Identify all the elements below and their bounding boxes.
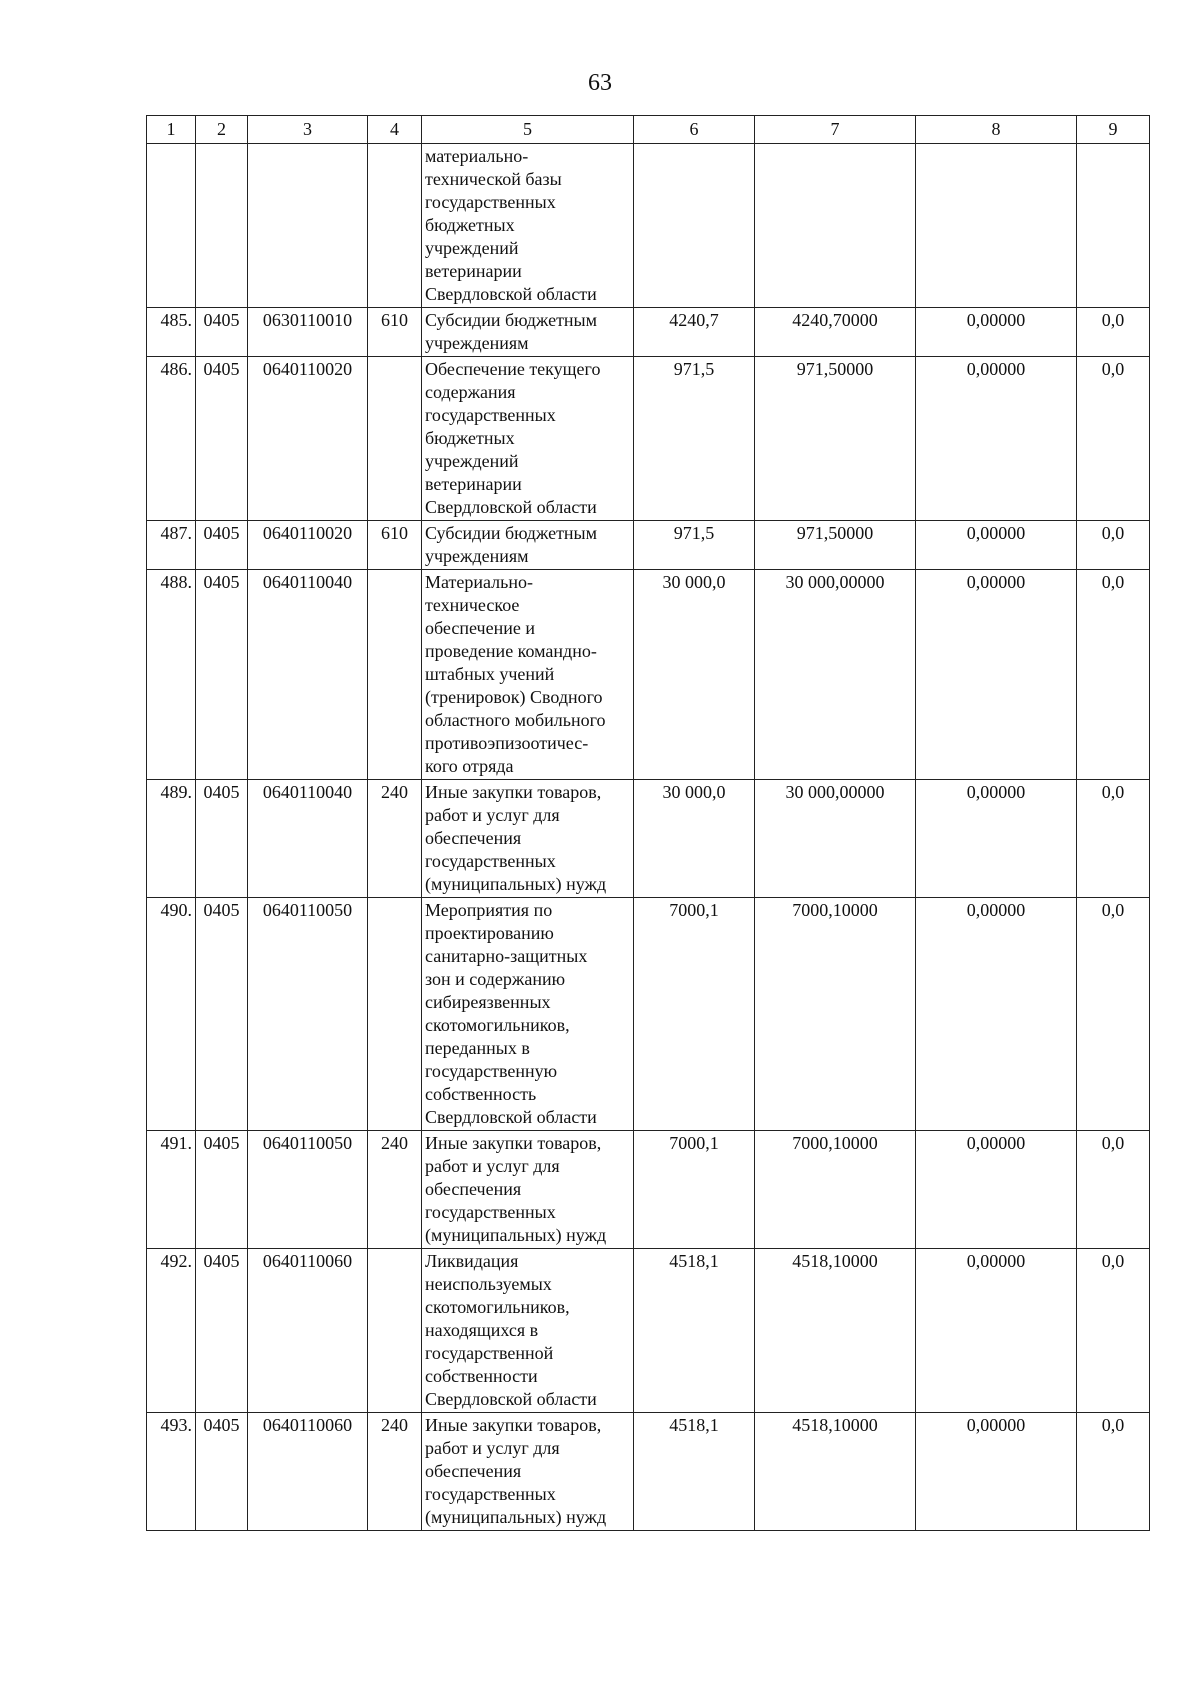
table-row xyxy=(147,1131,1150,1249)
description-line: областного мобильного xyxy=(425,710,606,730)
description-line: государственных xyxy=(425,1202,556,1222)
target-code-cell: 0640110050 xyxy=(248,1131,368,1249)
amount-difference-cell: 0,00000 xyxy=(916,780,1077,898)
row-number-cell xyxy=(147,144,196,308)
description-cell xyxy=(422,1249,634,1413)
description-line: санитарно-защитных xyxy=(425,946,588,966)
description-line: работ и услуг для xyxy=(425,1438,560,1458)
section-code-cell: 0405 xyxy=(196,780,248,898)
description-line: бюджетных xyxy=(425,428,515,448)
description-line: государственных xyxy=(425,405,556,425)
amount-planned-cell: 971,5 xyxy=(634,521,755,570)
section-code-cell: 0405 xyxy=(196,308,248,357)
expense-type-cell xyxy=(368,144,422,308)
percent-cell: 0,0 xyxy=(1077,1249,1150,1413)
description-line: бюджетных xyxy=(425,215,515,235)
amount-difference-cell xyxy=(916,144,1077,308)
column-header: 4 xyxy=(368,116,422,144)
description-line: ветеринарии xyxy=(425,261,522,281)
table-row xyxy=(147,144,1150,308)
description-line: учреждений xyxy=(425,451,519,471)
section-code-cell: 0405 xyxy=(196,357,248,521)
amount-difference-cell: 0,00000 xyxy=(916,1249,1077,1413)
section-code-cell: 0405 xyxy=(196,898,248,1131)
amount-executed-cell: 971,50000 xyxy=(755,521,916,570)
description-line: Иные закупки товаров, xyxy=(425,1133,602,1153)
amount-executed-cell: 4518,10000 xyxy=(755,1249,916,1413)
amount-executed-cell: 971,50000 xyxy=(755,357,916,521)
description-line: обеспечение и xyxy=(425,618,535,638)
description-line: обеспечения xyxy=(425,1461,522,1481)
table-body xyxy=(147,144,1150,1531)
amount-planned-cell: 7000,1 xyxy=(634,1131,755,1249)
description-line: (муниципальных) нужд xyxy=(425,1225,607,1245)
amount-difference-cell: 0,00000 xyxy=(916,308,1077,357)
description-line: Материально- xyxy=(425,572,533,592)
amount-difference-cell: 0,00000 xyxy=(916,570,1077,780)
expense-type-cell xyxy=(368,570,422,780)
section-code-cell xyxy=(196,144,248,308)
section-code-cell: 0405 xyxy=(196,521,248,570)
description-cell xyxy=(422,144,634,308)
description-line: Субсидии бюджетным xyxy=(425,523,598,543)
target-code-cell: 0640110040 xyxy=(248,570,368,780)
amount-planned-cell: 30 000,0 xyxy=(634,570,755,780)
description-line: Мероприятия по xyxy=(425,900,553,920)
description-line: переданных в xyxy=(425,1038,530,1058)
amount-difference-cell: 0,00000 xyxy=(916,898,1077,1131)
description-line: содержания xyxy=(425,382,516,402)
expense-type-cell xyxy=(368,898,422,1131)
percent-cell: 0,0 xyxy=(1077,308,1150,357)
percent-cell: 0,0 xyxy=(1077,357,1150,521)
description-line: проведение командно- xyxy=(425,641,597,661)
column-header: 9 xyxy=(1077,116,1150,144)
description-line: находящихся в xyxy=(425,1320,539,1340)
description-line: государственных xyxy=(425,851,556,871)
amount-executed-cell: 7000,10000 xyxy=(755,898,916,1131)
row-number-cell: 488. xyxy=(147,570,196,780)
amount-planned-cell: 4518,1 xyxy=(634,1249,755,1413)
row-number-cell: 490. xyxy=(147,898,196,1131)
description-line: Иные закупки товаров, xyxy=(425,782,602,802)
description-line: учреждениям xyxy=(425,333,529,353)
page-number: 63 xyxy=(588,70,612,96)
description-line: технической базы xyxy=(425,169,562,189)
amount-executed-cell: 30 000,00000 xyxy=(755,780,916,898)
description-cell xyxy=(422,570,634,780)
amount-planned-cell xyxy=(634,144,755,308)
table-row xyxy=(147,570,1150,780)
description-cell xyxy=(422,308,634,357)
target-code-cell: 0640110050 xyxy=(248,898,368,1131)
row-number-cell: 489. xyxy=(147,780,196,898)
table-row xyxy=(147,898,1150,1131)
description-line: обеспечения xyxy=(425,828,522,848)
description-cell xyxy=(422,898,634,1131)
column-header: 1 xyxy=(147,116,196,144)
percent-cell: 0,0 xyxy=(1077,780,1150,898)
row-number-cell: 487. xyxy=(147,521,196,570)
description-line: Субсидии бюджетным xyxy=(425,310,598,330)
description-line: собственности xyxy=(425,1366,538,1386)
description-cell xyxy=(422,1131,634,1249)
amount-planned-cell: 30 000,0 xyxy=(634,780,755,898)
description-line: скотомогильников, xyxy=(425,1015,570,1035)
description-line: штабных учений xyxy=(425,664,555,684)
amount-executed-cell: 30 000,00000 xyxy=(755,570,916,780)
description-line: Ликвидация xyxy=(425,1251,519,1271)
table-row xyxy=(147,1249,1150,1413)
section-code-cell: 0405 xyxy=(196,570,248,780)
description-line: проектированию xyxy=(425,923,554,943)
section-code-cell: 0405 xyxy=(196,1249,248,1413)
description-line: Свердловской области xyxy=(425,1389,597,1409)
column-header: 2 xyxy=(196,116,248,144)
target-code-cell: 0640110020 xyxy=(248,357,368,521)
amount-executed-cell xyxy=(755,144,916,308)
description-line: обеспечения xyxy=(425,1179,522,1199)
row-number-cell: 493. xyxy=(147,1413,196,1531)
description-line: работ и услуг для xyxy=(425,1156,560,1176)
percent-cell: 0,0 xyxy=(1077,570,1150,780)
amount-difference-cell: 0,00000 xyxy=(916,1131,1077,1249)
table-row xyxy=(147,308,1150,357)
description-line: собственность xyxy=(425,1084,537,1104)
amount-planned-cell: 4240,7 xyxy=(634,308,755,357)
description-line: ветеринарии xyxy=(425,474,522,494)
description-line: Иные закупки товаров, xyxy=(425,1415,602,1435)
description-line: Свердловской области xyxy=(425,284,597,304)
description-line: государственную xyxy=(425,1061,558,1081)
description-line: материально- xyxy=(425,146,529,166)
amount-executed-cell: 4518,10000 xyxy=(755,1413,916,1531)
description-cell xyxy=(422,780,634,898)
description-line: учреждениям xyxy=(425,546,529,566)
budget-table xyxy=(146,115,1150,1531)
amount-planned-cell: 7000,1 xyxy=(634,898,755,1131)
table-row xyxy=(147,1413,1150,1531)
row-number-cell: 492. xyxy=(147,1249,196,1413)
description-line: учреждений xyxy=(425,238,519,258)
table-row xyxy=(147,357,1150,521)
expense-type-cell: 610 xyxy=(368,308,422,357)
amount-difference-cell: 0,00000 xyxy=(916,357,1077,521)
expense-type-cell: 240 xyxy=(368,1413,422,1531)
description-line: (муниципальных) нужд xyxy=(425,874,607,894)
description-line: кого отряда xyxy=(425,756,514,776)
description-line: государственной xyxy=(425,1343,554,1363)
description-line: государственных xyxy=(425,192,556,212)
description-cell xyxy=(422,357,634,521)
target-code-cell: 0640110020 xyxy=(248,521,368,570)
description-line: сибиреязвенных xyxy=(425,992,551,1012)
description-line: Обеспечение текущего xyxy=(425,359,601,379)
description-line: зон и содержанию xyxy=(425,969,566,989)
target-code-cell: 0640110040 xyxy=(248,780,368,898)
section-code-cell: 0405 xyxy=(196,1413,248,1531)
row-number-cell: 485. xyxy=(147,308,196,357)
description-line: Свердловской области xyxy=(425,497,597,517)
expense-type-cell: 610 xyxy=(368,521,422,570)
expense-type-cell xyxy=(368,357,422,521)
percent-cell xyxy=(1077,144,1150,308)
row-number-cell: 491. xyxy=(147,1131,196,1249)
section-code-cell: 0405 xyxy=(196,1131,248,1249)
target-code-cell xyxy=(248,144,368,308)
table-row xyxy=(147,780,1150,898)
description-line: (муниципальных) нужд xyxy=(425,1507,607,1527)
amount-executed-cell: 4240,70000 xyxy=(755,308,916,357)
column-header: 7 xyxy=(755,116,916,144)
percent-cell: 0,0 xyxy=(1077,1131,1150,1249)
description-cell xyxy=(422,1413,634,1531)
description-line: скотомогильников, xyxy=(425,1297,570,1317)
description-line: Свердловской области xyxy=(425,1107,597,1127)
amount-planned-cell: 4518,1 xyxy=(634,1413,755,1531)
description-line: работ и услуг для xyxy=(425,805,560,825)
header-row xyxy=(147,116,1150,144)
column-header: 3 xyxy=(248,116,368,144)
description-line: государственных xyxy=(425,1484,556,1504)
amount-difference-cell: 0,00000 xyxy=(916,1413,1077,1531)
target-code-cell: 0630110010 xyxy=(248,308,368,357)
amount-difference-cell: 0,00000 xyxy=(916,521,1077,570)
column-header: 6 xyxy=(634,116,755,144)
description-cell xyxy=(422,521,634,570)
description-line: (тренировок) Сводного xyxy=(425,687,603,707)
description-line: противоэпизоотичес- xyxy=(425,733,589,753)
row-number-cell: 486. xyxy=(147,357,196,521)
table-row xyxy=(147,521,1150,570)
column-header: 8 xyxy=(916,116,1077,144)
expense-type-cell: 240 xyxy=(368,1131,422,1249)
expense-type-cell xyxy=(368,1249,422,1413)
percent-cell: 0,0 xyxy=(1077,898,1150,1131)
percent-cell: 0,0 xyxy=(1077,1413,1150,1531)
percent-cell: 0,0 xyxy=(1077,521,1150,570)
description-line: техническое xyxy=(425,595,520,615)
expense-type-cell: 240 xyxy=(368,780,422,898)
amount-planned-cell: 971,5 xyxy=(634,357,755,521)
target-code-cell: 0640110060 xyxy=(248,1413,368,1531)
column-header: 5 xyxy=(422,116,634,144)
amount-executed-cell: 7000,10000 xyxy=(755,1131,916,1249)
description-line: неиспользуемых xyxy=(425,1274,552,1294)
target-code-cell: 0640110060 xyxy=(248,1249,368,1413)
